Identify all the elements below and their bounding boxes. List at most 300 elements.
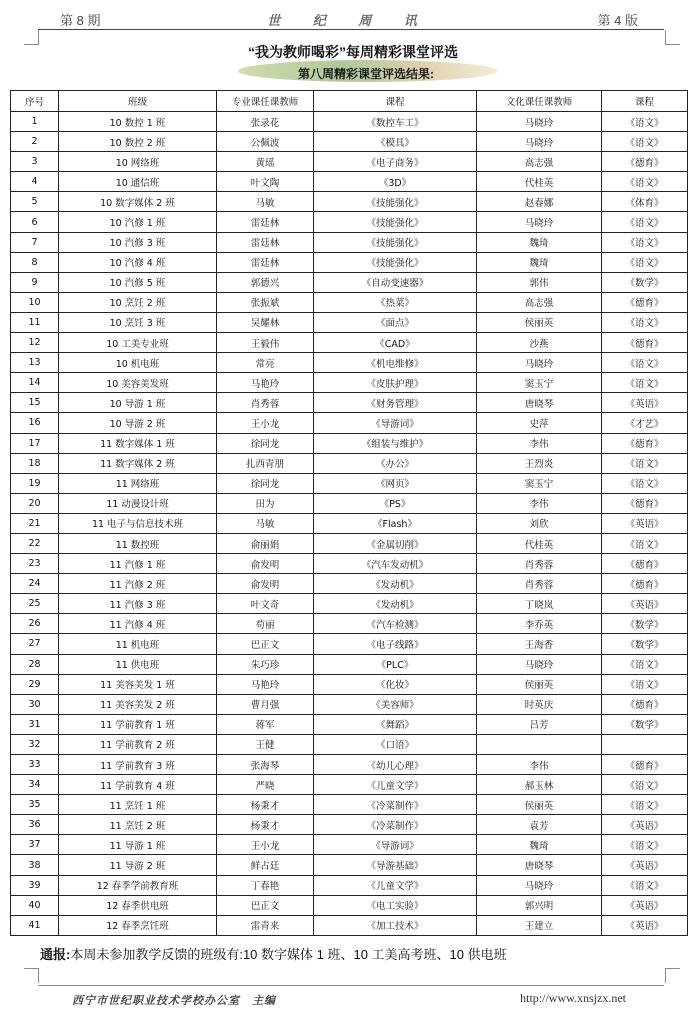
row-number-cell: 7 — [11, 232, 59, 252]
class-cell: 11 汽修 1 班 — [59, 554, 217, 574]
culture-course-cell: 《语文》 — [602, 373, 688, 393]
culture-course-cell: 《数学》 — [602, 614, 688, 634]
culture-teacher-cell: 郭伟 — [477, 272, 602, 292]
culture-teacher-cell: 李伟 — [477, 433, 602, 453]
major-teacher-cell: 吴耀林 — [217, 312, 314, 332]
major-teacher-cell: 马艳玲 — [217, 373, 314, 393]
class-cell: 10 机电班 — [59, 353, 217, 373]
culture-course-cell — [602, 734, 688, 754]
culture-course-cell: 《德育》 — [602, 493, 688, 513]
major-teacher-cell: 王健 — [217, 734, 314, 754]
major-teacher-cell: 丁春艳 — [217, 875, 314, 895]
major-teacher-cell: 杨秉才 — [217, 795, 314, 815]
row-number-cell: 13 — [11, 353, 59, 373]
major-course-cell: 《PS》 — [314, 493, 477, 513]
major-teacher-cell: 张振斌 — [217, 292, 314, 312]
notice-label: 通报: — [40, 947, 71, 962]
major-teacher-cell: 雷廷林 — [217, 252, 314, 272]
culture-course-cell: 《德育》 — [602, 694, 688, 714]
class-cell: 10 汽修 4 班 — [59, 252, 217, 272]
major-course-cell: 《自动变速器》 — [314, 272, 477, 292]
culture-course-cell: 《才艺》 — [602, 413, 688, 433]
table-row — [11, 895, 688, 915]
culture-course-cell: 《德育》 — [602, 292, 688, 312]
footer-editor: 西宁市世纪职业技术学校办公室 主编 — [72, 994, 276, 1007]
row-number-cell: 26 — [11, 614, 59, 634]
major-course-cell: 《Flash》 — [314, 513, 477, 533]
culture-course-cell: 《语文》 — [602, 473, 688, 493]
culture-course-cell: 《德育》 — [602, 152, 688, 172]
culture-teacher-cell: 袁芳 — [477, 815, 602, 835]
class-cell: 11 烹饪 1 班 — [59, 795, 217, 815]
class-cell: 11 美容美发 1 班 — [59, 674, 217, 694]
class-cell: 11 数控班 — [59, 533, 217, 553]
major-course-cell: 《热菜》 — [314, 292, 477, 312]
row-number-cell: 12 — [11, 333, 59, 353]
crop-mark-top-left — [24, 30, 39, 45]
row-number-cell: 39 — [11, 875, 59, 895]
class-cell: 11 汽修 3 班 — [59, 594, 217, 614]
culture-teacher-cell: 马晓玲 — [477, 353, 602, 373]
class-cell: 11 美容美发 2 班 — [59, 694, 217, 714]
major-course-cell: 《冷菜制作》 — [314, 795, 477, 815]
table-row — [11, 212, 688, 232]
major-course-cell: 《PLC》 — [314, 654, 477, 674]
footer-website-link[interactable]: http://www.xnsjzx.net — [520, 991, 626, 1005]
header-divider — [38, 29, 664, 30]
major-course-cell: 《发动机》 — [314, 574, 477, 594]
culture-teacher-cell: 肖秀蓉 — [477, 574, 602, 594]
table-row — [11, 915, 688, 935]
class-cell: 12 春季供电班 — [59, 895, 217, 915]
row-number-cell: 14 — [11, 373, 59, 393]
major-teacher-cell: 雷廷林 — [217, 212, 314, 232]
major-teacher-cell: 巴正文 — [217, 634, 314, 654]
major-teacher-cell: 俞发明 — [217, 554, 314, 574]
culture-course-cell: 《语文》 — [602, 453, 688, 473]
culture-teacher-cell: 马晓玲 — [477, 132, 602, 152]
major-course-cell: 《口语》 — [314, 734, 477, 754]
major-teacher-cell: 田为 — [217, 493, 314, 513]
culture-course-cell: 《语文》 — [602, 312, 688, 332]
notice — [40, 944, 507, 963]
major-course-cell: 《3D》 — [314, 172, 477, 192]
row-number-cell: 9 — [11, 272, 59, 292]
culture-course-cell: 《数学》 — [602, 272, 688, 292]
table-row — [11, 252, 688, 272]
class-cell: 11 数字媒体 2 班 — [59, 453, 217, 473]
table-row — [11, 574, 688, 594]
crop-mark-bottom-right — [665, 968, 680, 983]
culture-course-cell: 《语文》 — [602, 533, 688, 553]
culture-course-cell: 《英语》 — [602, 915, 688, 935]
culture-teacher-cell: 吕芳 — [477, 714, 602, 734]
culture-teacher-cell: 马晓玲 — [477, 875, 602, 895]
major-teacher-cell: 马敏 — [217, 513, 314, 533]
row-number-cell: 1 — [11, 112, 59, 132]
culture-course-cell: 《语文》 — [602, 212, 688, 232]
class-cell: 10 汽修 3 班 — [59, 232, 217, 252]
table-row — [11, 594, 688, 614]
major-teacher-cell: 马艳玲 — [217, 674, 314, 694]
major-course-cell: 《舞蹈》 — [314, 714, 477, 734]
class-cell: 10 数控 1 班 — [59, 112, 217, 132]
major-course-cell: 《汽车发动机》 — [314, 554, 477, 574]
row-number-cell: 10 — [11, 292, 59, 312]
culture-course-cell: 《语文》 — [602, 875, 688, 895]
table-row — [11, 775, 688, 795]
class-cell: 11 导游 2 班 — [59, 855, 217, 875]
row-number-cell: 19 — [11, 473, 59, 493]
row-number-cell: 36 — [11, 815, 59, 835]
table-row — [11, 533, 688, 553]
major-teacher-cell: 马敏 — [217, 192, 314, 212]
major-teacher-cell: 公佩波 — [217, 132, 314, 152]
major-course-cell: 《发动机》 — [314, 594, 477, 614]
major-course-cell: 《组装与维护》 — [314, 433, 477, 453]
major-course-cell: 《金属切削》 — [314, 533, 477, 553]
major-teacher-cell: 雷廷林 — [217, 232, 314, 252]
culture-teacher-cell: 李伟 — [477, 755, 602, 775]
class-cell: 11 学前教育 4 班 — [59, 775, 217, 795]
row-number-cell: 24 — [11, 574, 59, 594]
row-number-cell: 3 — [11, 152, 59, 172]
culture-teacher-cell: 高志强 — [477, 292, 602, 312]
table-row — [11, 513, 688, 533]
class-cell: 10 数控 2 班 — [59, 132, 217, 152]
class-cell: 11 数字媒体 1 班 — [59, 433, 217, 453]
row-number-cell: 21 — [11, 513, 59, 533]
culture-course-cell: 《数学》 — [602, 714, 688, 734]
class-cell: 10 网络班 — [59, 152, 217, 172]
row-number-cell: 41 — [11, 915, 59, 935]
major-course-cell: 《财务管理》 — [314, 393, 477, 413]
table-row — [11, 634, 688, 654]
culture-teacher-cell: 沙燕 — [477, 333, 602, 353]
table-row — [11, 373, 688, 393]
table-row — [11, 654, 688, 674]
class-cell: 11 导游 1 班 — [59, 835, 217, 855]
major-teacher-cell: 朱巧珍 — [217, 654, 314, 674]
column-header: 专业课任课教师 — [217, 91, 314, 112]
table-row — [11, 453, 688, 473]
culture-teacher-cell: 窦玉宁 — [477, 373, 602, 393]
table-row — [11, 192, 688, 212]
row-number-cell: 32 — [11, 734, 59, 754]
class-cell: 11 动漫设计班 — [59, 493, 217, 513]
row-number-cell: 38 — [11, 855, 59, 875]
row-number-cell: 29 — [11, 674, 59, 694]
table-row — [11, 232, 688, 252]
row-number-cell: 8 — [11, 252, 59, 272]
major-teacher-cell: 张海琴 — [217, 755, 314, 775]
culture-course-cell: 《德育》 — [602, 333, 688, 353]
major-course-cell: 《导游基础》 — [314, 855, 477, 875]
major-course-cell: 《导游词》 — [314, 835, 477, 855]
crop-mark-bottom-left — [24, 968, 39, 983]
row-number-cell: 28 — [11, 654, 59, 674]
major-course-cell: 《技能强化》 — [314, 252, 477, 272]
table-row — [11, 152, 688, 172]
major-course-cell: 《技能强化》 — [314, 192, 477, 212]
culture-teacher-cell: 李乔英 — [477, 614, 602, 634]
major-teacher-cell: 徐同龙 — [217, 433, 314, 453]
culture-teacher-cell: 侯丽英 — [477, 312, 602, 332]
major-teacher-cell: 蒋军 — [217, 714, 314, 734]
culture-teacher-cell: 代桂英 — [477, 172, 602, 192]
major-course-cell: 《技能强化》 — [314, 232, 477, 252]
crop-mark-top-right — [665, 30, 680, 45]
title-banner — [232, 40, 512, 84]
culture-teacher-cell: 唐晓琴 — [477, 855, 602, 875]
class-cell: 11 汽修 4 班 — [59, 614, 217, 634]
row-number-cell: 5 — [11, 192, 59, 212]
major-course-cell: 《电子线路》 — [314, 634, 477, 654]
major-course-cell: 《皮肤护理》 — [314, 373, 477, 393]
row-number-cell: 30 — [11, 694, 59, 714]
column-header: 班级 — [59, 91, 217, 112]
class-cell: 10 数字媒体 2 班 — [59, 192, 217, 212]
table-row — [11, 333, 688, 353]
major-course-cell: 《CAD》 — [314, 333, 477, 353]
culture-teacher-cell: 赵春娜 — [477, 192, 602, 212]
culture-teacher-cell: 丁晓岚 — [477, 594, 602, 614]
culture-course-cell: 《英语》 — [602, 393, 688, 413]
major-course-cell: 《网页》 — [314, 473, 477, 493]
major-course-cell: 《儿童文学》 — [314, 775, 477, 795]
table-row — [11, 694, 688, 714]
major-course-cell: 《面点》 — [314, 312, 477, 332]
table-row — [11, 734, 688, 754]
row-number-cell: 6 — [11, 212, 59, 232]
row-number-cell: 40 — [11, 895, 59, 915]
row-number-cell: 20 — [11, 493, 59, 513]
major-course-cell: 《化妆》 — [314, 674, 477, 694]
major-course-cell: 《模具》 — [314, 132, 477, 152]
culture-course-cell: 《语文》 — [602, 835, 688, 855]
row-number-cell: 17 — [11, 433, 59, 453]
culture-course-cell: 《语文》 — [602, 674, 688, 694]
major-course-cell: 《技能强化》 — [314, 212, 477, 232]
class-cell: 10 导游 1 班 — [59, 393, 217, 413]
culture-teacher-cell — [477, 734, 602, 754]
culture-teacher-cell: 魏琦 — [477, 252, 602, 272]
column-header: 课程 — [602, 91, 688, 112]
culture-course-cell: 《英语》 — [602, 855, 688, 875]
culture-course-cell: 《德育》 — [602, 433, 688, 453]
major-course-cell: 《美容师》 — [314, 694, 477, 714]
major-course-cell: 《电工实验》 — [314, 895, 477, 915]
culture-teacher-cell: 马晓玲 — [477, 112, 602, 132]
table-row — [11, 875, 688, 895]
paper-name: 世 纪 周 讯 — [267, 14, 431, 29]
major-teacher-cell: 俞丽娟 — [217, 533, 314, 553]
major-course-cell: 《冷菜制作》 — [314, 815, 477, 835]
class-cell: 10 烹饪 3 班 — [59, 312, 217, 332]
table-row — [11, 292, 688, 312]
table-body — [11, 112, 688, 936]
culture-teacher-cell: 李伟 — [477, 493, 602, 513]
class-cell: 11 网络班 — [59, 473, 217, 493]
row-number-cell: 25 — [11, 594, 59, 614]
table-row — [11, 132, 688, 152]
major-course-cell: 《汽车检测》 — [314, 614, 477, 634]
table-row — [11, 614, 688, 634]
page-title: “我为教师喝彩”每周精彩课堂评选 — [248, 44, 458, 60]
row-number-cell: 4 — [11, 172, 59, 192]
table-row — [11, 433, 688, 453]
major-course-cell: 《导游词》 — [314, 413, 477, 433]
major-course-cell: 《办公》 — [314, 453, 477, 473]
class-cell: 11 供电班 — [59, 654, 217, 674]
major-course-cell: 《机电维修》 — [314, 353, 477, 373]
culture-course-cell: 《英语》 — [602, 815, 688, 835]
culture-course-cell: 《德育》 — [602, 755, 688, 775]
row-number-cell: 16 — [11, 413, 59, 433]
table-row — [11, 353, 688, 373]
culture-course-cell: 《语文》 — [602, 353, 688, 373]
class-cell: 10 导游 2 班 — [59, 413, 217, 433]
row-number-cell: 11 — [11, 312, 59, 332]
notice-text: 本周未参加教学反馈的班级有:10 数字媒体 1 班、10 工美高考班、10 供电班 — [70, 947, 507, 962]
major-teacher-cell: 鲜占廷 — [217, 855, 314, 875]
culture-course-cell: 《德育》 — [602, 554, 688, 574]
table-row — [11, 674, 688, 694]
row-number-cell: 35 — [11, 795, 59, 815]
major-teacher-cell: 徐同龙 — [217, 473, 314, 493]
row-number-cell: 23 — [11, 554, 59, 574]
class-cell: 10 汽修 5 班 — [59, 272, 217, 292]
major-course-cell: 《加工技术》 — [314, 915, 477, 935]
class-cell: 11 学前教育 3 班 — [59, 755, 217, 775]
culture-teacher-cell: 刘欣 — [477, 513, 602, 533]
culture-course-cell: 《语文》 — [602, 232, 688, 252]
major-course-cell: 《数控车工》 — [314, 112, 477, 132]
culture-course-cell: 《体育》 — [602, 192, 688, 212]
table-row — [11, 795, 688, 815]
major-teacher-cell: 杨秉才 — [217, 815, 314, 835]
table-row — [11, 554, 688, 574]
culture-course-cell: 《英语》 — [602, 513, 688, 533]
culture-course-cell: 《数学》 — [602, 634, 688, 654]
major-teacher-cell: 叶文奇 — [217, 594, 314, 614]
row-number-cell: 15 — [11, 393, 59, 413]
major-teacher-cell: 曹月强 — [217, 694, 314, 714]
culture-teacher-cell: 代桂英 — [477, 533, 602, 553]
row-number-cell: 37 — [11, 835, 59, 855]
table-row — [11, 755, 688, 775]
class-cell: 11 学前教育 2 班 — [59, 734, 217, 754]
table-row — [11, 112, 688, 132]
culture-course-cell: 《语文》 — [602, 172, 688, 192]
table-row — [11, 855, 688, 875]
row-number-cell: 18 — [11, 453, 59, 473]
results-table — [10, 90, 688, 936]
major-teacher-cell: 雷青来 — [217, 915, 314, 935]
class-cell: 10 工美专业班 — [59, 333, 217, 353]
major-teacher-cell: 王毅伟 — [217, 333, 314, 353]
culture-teacher-cell: 魏琦 — [477, 232, 602, 252]
culture-teacher-cell: 肖秀蓉 — [477, 554, 602, 574]
major-teacher-cell: 肖秀蓉 — [217, 393, 314, 413]
major-teacher-cell: 俞发明 — [217, 574, 314, 594]
culture-course-cell: 《语文》 — [602, 112, 688, 132]
class-cell: 10 烹饪 2 班 — [59, 292, 217, 312]
table-row — [11, 272, 688, 292]
major-teacher-cell: 扎西青朋 — [217, 453, 314, 473]
culture-teacher-cell: 史萍 — [477, 413, 602, 433]
culture-teacher-cell: 郝玉林 — [477, 775, 602, 795]
table-row — [11, 815, 688, 835]
culture-teacher-cell: 侯丽英 — [477, 674, 602, 694]
major-teacher-cell: 常亮 — [217, 353, 314, 373]
major-teacher-cell: 郭德兴 — [217, 272, 314, 292]
table-header-row — [11, 91, 688, 112]
major-teacher-cell: 叶文陶 — [217, 172, 314, 192]
culture-course-cell: 《语文》 — [602, 795, 688, 815]
culture-teacher-cell: 马晓玲 — [477, 212, 602, 232]
culture-teacher-cell: 王烈炎 — [477, 453, 602, 473]
row-number-cell: 27 — [11, 634, 59, 654]
class-cell: 11 学前教育 1 班 — [59, 714, 217, 734]
culture-teacher-cell: 窦玉宁 — [477, 473, 602, 493]
major-course-cell: 《幼儿心理》 — [314, 755, 477, 775]
table-row — [11, 835, 688, 855]
table-row — [11, 312, 688, 332]
page-subtitle: 第八周精彩课堂评选结果: — [298, 67, 434, 81]
row-number-cell: 22 — [11, 533, 59, 553]
column-header: 文化课任课教师 — [477, 91, 602, 112]
culture-course-cell: 《语文》 — [602, 252, 688, 272]
issue-number: 第 8 期 — [60, 13, 101, 28]
class-cell: 11 汽修 2 班 — [59, 574, 217, 594]
culture-teacher-cell: 魏琦 — [477, 835, 602, 855]
row-number-cell: 2 — [11, 132, 59, 152]
class-cell: 10 美容美发班 — [59, 373, 217, 393]
row-number-cell: 31 — [11, 714, 59, 734]
culture-teacher-cell: 时英庆 — [477, 694, 602, 714]
culture-course-cell: 《语文》 — [602, 654, 688, 674]
class-cell: 11 机电班 — [59, 634, 217, 654]
major-teacher-cell: 黄瑶 — [217, 152, 314, 172]
table-row — [11, 393, 688, 413]
class-cell: 11 烹饪 2 班 — [59, 815, 217, 835]
major-teacher-cell: 王小龙 — [217, 835, 314, 855]
culture-teacher-cell: 侯丽英 — [477, 795, 602, 815]
major-course-cell: 《儿童文学》 — [314, 875, 477, 895]
culture-course-cell: 《英语》 — [602, 895, 688, 915]
culture-course-cell: 《英语》 — [602, 594, 688, 614]
culture-course-cell: 《语文》 — [602, 775, 688, 795]
major-teacher-cell: 苟丽 — [217, 614, 314, 634]
culture-course-cell: 《德育》 — [602, 574, 688, 594]
major-teacher-cell: 巴正文 — [217, 895, 314, 915]
table-row — [11, 714, 688, 734]
major-teacher-cell: 王小龙 — [217, 413, 314, 433]
major-course-cell: 《电子商务》 — [314, 152, 477, 172]
culture-teacher-cell: 郭兴明 — [477, 895, 602, 915]
row-number-cell: 34 — [11, 775, 59, 795]
class-cell: 10 通信班 — [59, 172, 217, 192]
footer-divider — [38, 985, 664, 986]
culture-course-cell: 《语文》 — [602, 132, 688, 152]
column-header: 课程 — [314, 91, 477, 112]
page-number: 第 4 版 — [597, 13, 638, 28]
culture-teacher-cell: 王建立 — [477, 915, 602, 935]
culture-teacher-cell: 马晓玲 — [477, 654, 602, 674]
column-header: 序号 — [11, 91, 59, 112]
table-row — [11, 413, 688, 433]
